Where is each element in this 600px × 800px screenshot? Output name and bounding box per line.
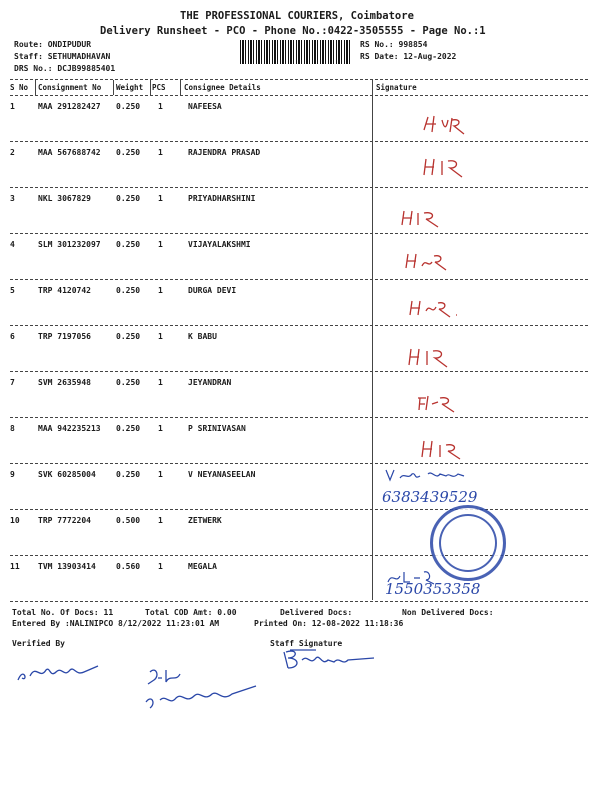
col-consignment: Consignment No <box>38 83 102 92</box>
col-consignee: Consignee Details <box>184 83 261 92</box>
table-bottom-rule <box>10 601 588 602</box>
non-delivered-docs: Non Delivered Docs: <box>402 608 494 617</box>
table-row: 11 TVM 13903414 0.560 1 MEGALA <box>10 562 217 571</box>
signature-mark-4 <box>402 248 462 272</box>
col-weight: Weight <box>116 83 144 92</box>
rs-number: RS No.: 998854 <box>360 40 428 49</box>
barcode <box>240 40 352 64</box>
staff-label: Staff: SETHUMADHAVAN <box>14 52 111 61</box>
signature-mark-2 <box>420 155 480 179</box>
handwritten-phone-9: 6383439529 <box>382 488 478 506</box>
table-row: 1 MAA 291282427 0.250 1 NAFEESA <box>10 102 222 111</box>
table-row: 2 MAA 567688742 0.250 1 RAJENDRA PRASAD <box>10 148 261 157</box>
table-row: 5 TRP 4120742 0.250 1 DURGA DEVI <box>10 286 237 295</box>
staff-signature-label: Staff Signature <box>270 639 343 648</box>
staff-signature <box>280 646 380 672</box>
signature-mark-5 <box>406 295 466 319</box>
total-cod: Total COD Amt: 0.00 <box>145 608 237 617</box>
document-subtitle: Delivery Runsheet - PCO - Phone No.:0422-3505555 - Page No.:1 <box>100 25 486 37</box>
printed-on: Printed On: 12-08-2022 11:18:36 <box>254 619 404 628</box>
table-row: 9 SVK 60285004 0.250 1 V NEYANASEELAN <box>10 470 256 479</box>
signature-mark-8 <box>418 437 478 461</box>
signature-mark-1 <box>420 112 480 136</box>
col-signature: Signature <box>376 83 417 92</box>
document-title: THE PROFESSIONAL COURIERS, Coimbatore <box>180 10 414 22</box>
entered-by: Entered By :NALINIPCO 8/12/2022 11:23:01 AM <box>12 619 220 628</box>
table-row: 6 TRP 7197056 0.250 1 K BABU <box>10 332 217 341</box>
table-row: 7 SVM 2635948 0.250 1 JEYANDRAN <box>10 378 232 387</box>
delivered-docs: Delivered Docs: <box>280 608 353 617</box>
table-row: 3 NKL 3067829 0.250 1 PRIYADHARSHINI <box>10 194 256 203</box>
handwritten-phone-11: 1550353358 <box>385 580 481 598</box>
verified-by-signature <box>14 656 104 686</box>
signature-row-9 <box>384 466 474 486</box>
table-top-rule <box>10 79 588 80</box>
col-pcs: PCS <box>152 83 166 92</box>
signature-mark-6 <box>405 345 465 369</box>
table-row: 4 SLM 301232097 0.250 1 VIJAYALAKSHMI <box>10 240 251 249</box>
table-row: 10 TRP 7772204 0.500 1 ZETWERK <box>10 516 222 525</box>
signature-mark-3 <box>398 205 458 229</box>
verified-by-label: Verified By <box>12 639 65 648</box>
total-docs: Total No. Of Docs: 11 <box>12 608 114 617</box>
rs-date: RS Date: 12-Aug-2022 <box>360 52 457 61</box>
col-sno: S No <box>10 83 29 92</box>
second-signature <box>136 664 276 720</box>
route-label: Route: ONDIPUDUR <box>14 40 92 49</box>
signature-mark-7 <box>414 390 474 414</box>
drs-number: DRS No.: DCJB99885401 <box>14 64 116 73</box>
table-row: 8 MAA 942235213 0.250 1 P SRINIVASAN <box>10 424 246 433</box>
